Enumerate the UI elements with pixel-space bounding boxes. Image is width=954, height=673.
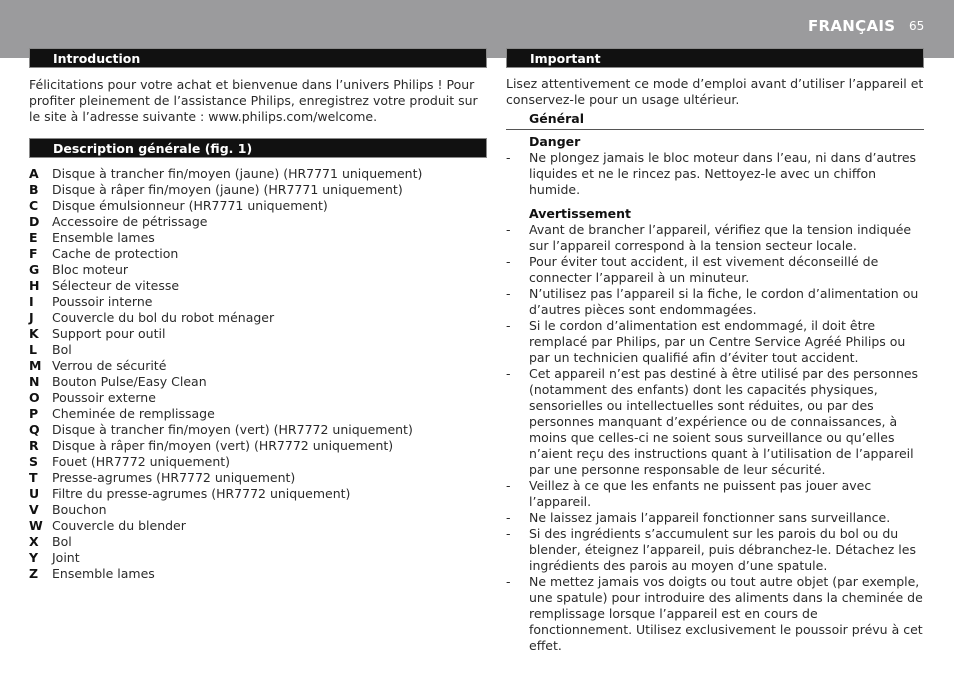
list-item: X Bol <box>29 534 72 549</box>
list-item: M Verrou de sécurité <box>29 358 167 373</box>
list-item: Q Disque à trancher fin/moyen (vert) (HR7772 uniquement) <box>29 422 413 437</box>
warning-item: - Cet appareil n’est pas destiné à être utilisé par des personnes (notamment des enfants) dont les capacités physiques, sensorielles ou intellectuelles sont réduites, ou par des personnes manquant d’expérience ou de connaissances, à moins que celles-ci ne soient sous surveillance ou qu’elles n’aient reçu des instructions quant à l’utilisation de l’appareil par une personne responsable de leur sécurité. <box>506 366 919 477</box>
right-column <box>506 48 924 654</box>
warning-item: - Ne laissez jamais l’appareil fonctionner sans surveillance. <box>506 510 891 525</box>
list-item: C Disque émulsionneur (HR7771 uniquement) <box>29 198 328 213</box>
list-item: D Accessoire de pétrissage <box>29 214 208 229</box>
list-item: S Fouet (HR7772 uniquement) <box>29 454 231 469</box>
list-item: E Ensemble lames <box>29 230 155 245</box>
list-item: G Bloc moteur <box>29 262 129 277</box>
list-item: H Sélecteur de vitesse <box>29 278 180 293</box>
warning-item: - Ne mettez jamais vos doigts ou tout autre objet (par exemple, une spatule) pour introduire des aliments dans la cheminée de remplissage lorsque l’appareil est en cours de fonctionnement. Utilisez exclusivement le poussoir prévu à cet effet. <box>506 574 923 653</box>
section-title-important: Important <box>506 48 924 68</box>
list-item: U Filtre du presse-agrumes (HR7772 uniquement) <box>29 486 351 501</box>
list-item: K Support pour outil <box>29 326 166 341</box>
left-column <box>29 48 487 582</box>
list-item: I Poussoir interne <box>29 294 153 309</box>
danger-heading: Danger <box>529 134 581 149</box>
warning-item: - Si le cordon d’alimentation est endommagé, il doit être remplacé par Philips, par un Centre Service Agréé Philips ou par un technicien qualifié afin d’éviter tout accident. <box>506 318 906 365</box>
section-title-introduction: Introduction <box>29 48 487 68</box>
warning-item: - Pour éviter tout accident, il est vivement déconseillé de connecter l’appareil à un minuteur. <box>506 254 879 285</box>
list-item: R Disque à râper fin/moyen (vert) (HR7772 uniquement) <box>29 438 394 453</box>
list-item: P Cheminée de remplissage <box>29 406 215 421</box>
list-item: W Couvercle du blender <box>29 518 186 533</box>
list-item: O Poussoir externe <box>29 390 156 405</box>
warning-heading: Avertissement <box>529 206 632 221</box>
list-item: A Disque à trancher fin/moyen (jaune) (HR7771 uniquement) <box>29 166 423 181</box>
list-item: Z Ensemble lames <box>29 566 155 581</box>
list-item: B Disque à râper fin/moyen (jaune) (HR7771 uniquement) <box>29 182 403 197</box>
warning-item: - N’utilisez pas l’appareil si la fiche, le cordon d’alimentation ou d’autres pièces sont endommagées. <box>506 286 919 317</box>
danger-item: - Ne plongez jamais le bloc moteur dans l’eau, ni dans d’autres liquides et ne le rincez pas. Nettoyez-le avec un chiffon humide. <box>506 150 917 197</box>
language-label: FRANÇAIS <box>808 17 896 35</box>
list-item: L Bol <box>29 342 72 357</box>
list-item: Y Joint <box>29 550 80 565</box>
list-item: F Cache de protection <box>29 246 179 261</box>
list-item: T Presse-agrumes (HR7772 uniquement) <box>29 470 296 485</box>
important-text: Lisez attentivement ce mode d’emploi avant d’utiliser l’appareil et conservez-le pour un usage ultérieur. <box>506 76 924 107</box>
introduction-text: Félicitations pour votre achat et bienvenue dans l’univers Philips ! Pour profiter pleinement de l’assistance Philips, enregistrez votre produit sur le site à l’adresse suivante : www.philips.com/welcome. <box>29 77 478 124</box>
parts-list <box>29 166 487 582</box>
list-item: N Bouton Pulse/Easy Clean <box>29 374 207 389</box>
warning-item: - Veillez à ce que les enfants ne puissent pas jouer avec l’appareil. <box>506 478 872 509</box>
list-item: V Bouchon <box>29 502 107 517</box>
warning-item: - Avant de brancher l’appareil, vérifiez que la tension indiquée sur l’appareil correspond à la tension secteur locale. <box>506 222 912 253</box>
subsection-title-general: Général <box>506 111 924 130</box>
section-title-description: Description générale (fig. 1) <box>29 138 487 158</box>
list-item: J Couvercle du bol du robot ménager <box>29 310 275 325</box>
page-number: 65 <box>909 19 925 33</box>
warning-item: - Si des ingrédients s’accumulent sur les parois du bol ou du blender, éteignez l’appareil, puis débranchez-le. Détachez les ingrédients des parois au moyen d’une spatule. <box>506 526 916 573</box>
